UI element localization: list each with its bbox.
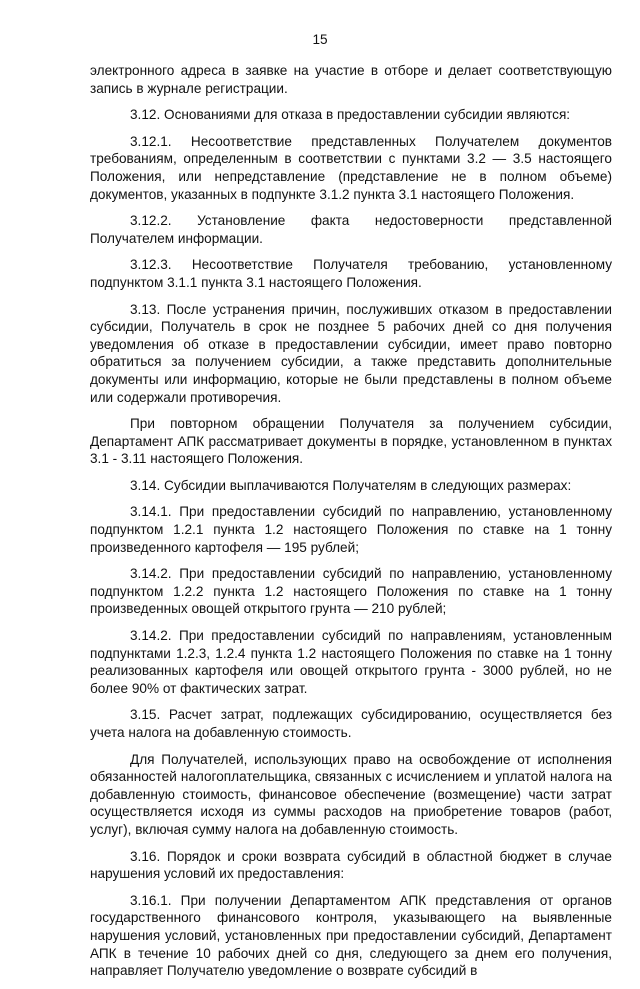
paragraph-3-13: 3.13. После устранения причин, послуживших отказом в предоставлении субсидии, Получатель в срок не позднее 5 рабочих дней со дня получения уведомления об отказе в предоставлении субсидии, имеет право повторно обратиться за получением субсидии, а также представить дополнительные документы или информацию, которые не были представлены в полном объеме или содержали противоречия. <box>90 301 612 405</box>
paragraph-3-16-1: 3.16.1. При получении Департаментом АПК представления от органов государственного финансового контроля, указывающего на выявленные нарушения условий, установленных при предоставлении субсидий, Департамент АПК в течение 10 рабочих дней со дня, следующего за днем его получения, направляет Получателю уведомление о возврате субсидий в <box>90 892 612 979</box>
paragraph-3-12-2: 3.12.2. Установление факта недостоверности представленной Получателем информации. <box>90 213 612 246</box>
paragraph-3-12: 3.12. Основаниями для отказа в предоставлении субсидии являются: <box>130 107 571 123</box>
paragraph-3-12-1: 3.12.1. Несоответствие представленных Получателем документов требованиям, определенным в соответствии с пунктами 3.2 — 3.5 настоящего Положения, или непредставление (представление не в полном объеме) документов, указанных в подпункте 3.1.2 пункта 3.1 настоящего Положения. <box>90 133 612 202</box>
paragraph-vat-exemption: Для Получателей, использующих право на освобождение от исполнения обязанностей налогоплательщика, связанных с исчислением и уплатой налога на добавленную стоимость, финансовое обеспечение (возмещение) части затрат осуществляется исходя из суммы расходов на приобретение товаров (работ, услуг), включая сумму налога на добавленную стоимость. <box>90 751 612 837</box>
paragraph-3-14: 3.14. Субсидии выплачиваются Получателям в следующих размерах: <box>130 477 572 493</box>
paragraph-3-15: 3.15. Расчет затрат, подлежащих субсидированию, осуществляется без учета налога на добавленную стоимость. <box>90 707 612 740</box>
paragraph-repeat-request: При повторном обращении Получателя за получением субсидии, Департамент АПК рассматривает документы в порядке, установленном в пунктах 3.1 - 3.11 настоящего Положения. <box>90 416 612 467</box>
paragraph-3-14-2-vegetables: 3.14.2. При предоставлении субсидий по направлению, установленному подпунктом 1.2.2 пункта 1.2 настоящего Положения по ставке на 1 тонну произведенных овощей открытого грунта — 210 рублей; <box>90 566 612 617</box>
paragraph-3-14-2-sold: 3.14.2. При предоставлении субсидий по направлениям, установленным подпунктами 1.2.3, 1.2.4 пункта 1.2 настоящего Положения по ставке на 1 тонну реализованных картофеля или овощей открытого грунта - 3000 рублей, но не более 90% от фактических затрат. <box>90 628 612 696</box>
document-body <box>90 62 612 989</box>
page-number: 15 <box>312 32 328 47</box>
paragraph-3-16: 3.16. Порядок и сроки возврата субсидий в областной бюджет в случае нарушения условий их предоставления: <box>90 848 612 882</box>
paragraph-registration-continuation: электронного адреса в заявке на участие в отборе и делает соответствующую запись в журнале регистрации. <box>90 63 612 96</box>
paragraph-3-12-3: 3.12.3. Несоответствие Получателя требованию, установленному подпунктом 3.1.1 пункта 3.1 настоящего Положения. <box>90 257 612 290</box>
paragraph-3-14-1: 3.14.1. При предоставлении субсидий по направлению, установленному подпунктом 1.2.1 пункта 1.2 настоящего Положения по ставке на 1 тонну произведенного картофеля — 195 рублей; <box>90 504 612 555</box>
